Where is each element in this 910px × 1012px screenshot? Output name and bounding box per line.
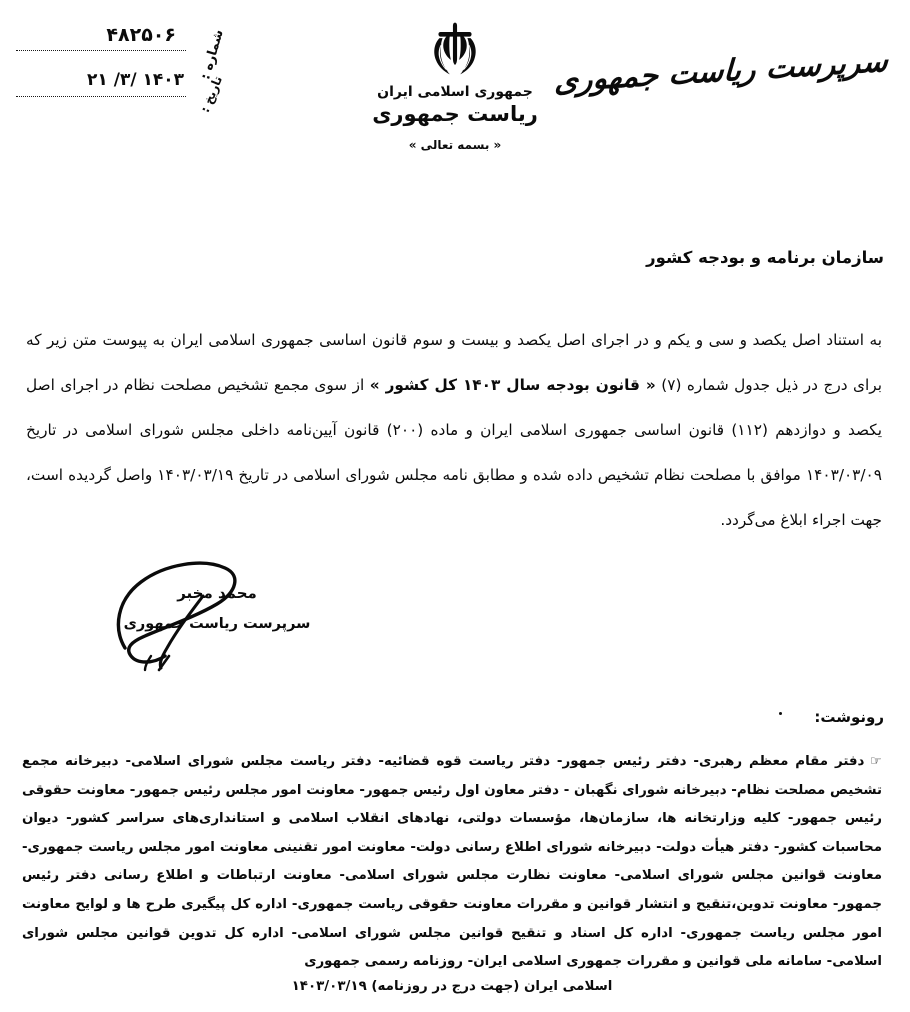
basmala-invocation: « بسمه تعالی » xyxy=(408,138,502,152)
organization-country-name: جمهوری اسلامی ایران xyxy=(377,84,533,100)
budget-law-reference: « قانون بودجه سال ۱۴۰۳ کل کشور » xyxy=(369,376,656,394)
signature-block xyxy=(0,556,910,676)
signatory-name: محمد مخبر xyxy=(177,584,257,602)
iran-national-emblem-icon xyxy=(424,20,486,78)
signatory-role: سرپرست ریاست جمهوری xyxy=(123,616,311,632)
document-header xyxy=(0,20,910,152)
letter-addressee: سازمان برنامه و بودجه کشور xyxy=(646,248,884,267)
distribution-last-line: اسلامی ایران (جهت درج در روزنامه) ۱۴۰۳/۰۳/۱۹ xyxy=(291,979,613,994)
letter-body xyxy=(26,318,882,543)
letter-number-value: ۴۸۲۵۰۶ xyxy=(106,24,176,46)
organization-presidency-name: ریاست جمهوری xyxy=(372,102,538,126)
signature-names xyxy=(122,584,312,632)
distribution-list xyxy=(22,748,882,977)
letter-body-part1: به استناد اصل یکصد و سی و یکم و در اجرای اصل یکصد و بیست و سوم قانون اساسی جمهوری اسلامی ایران به پیوست متن زیر که برای درج در ذیل جدول شماره (۷) xyxy=(26,331,882,394)
letter-number-label: شماره : xyxy=(197,28,227,82)
letter-date-label: تاریخ : xyxy=(197,74,225,115)
distribution-heading: رونوشت: xyxy=(814,708,884,726)
letter-body-part2: از سوی مجمع تشخیص مصلحت نظام در اجرای اصل یکصد و دوازدهم (۱۱۲) قانون اساسی جمهوری اسلامی ایران و ماده (۲۰۰) قانون آیین‌نامه داخلی مجلس شورای اسلامی در تاریخ ۱۴۰۳/۰۳/۰۹ موافق با مصلحت نظام تشخیص داده شده و مطابق نامه مجلس شورای اسلامی در تاریخ ۱۴۰۳/۰۳/۱۹ واصل گردیده است، جهت اجراء ابلاغ می‌گردد. xyxy=(26,376,883,529)
letter-date-value: ۱۴۰۳ /۳/ ۲۱ xyxy=(87,70,184,90)
distribution-list-text: دفتر مقام معظم رهبری- دفتر رئیس جمهور- دفتر ریاست قوه قضائیه- دفتر ریاست مجلس شورای اسلامی- دبیرخانه مجمع تشخیص مصلحت نظام- دبیرخانه شورای نگهبان - دفتر معاون اول رئیس جمهور- معاونت امور مجلس رئیس جمهور- معاونت حقوقی رئیس جمهور- کلیه وزارتخانه ها، سازمان‌ها، مؤسسات دولتی، نهادهای انقلاب اسلامی و استانداری‌های سراسر کشور- دیوان محاسبات کشور- دفتر هیأت دولت- دبیرخانه شورای اطلاع رسانی دولت- معاونت امور تقنینی معاونت امور مجلس ریاست جمهوری- معاونت قوانین مجلس شورای اسلامی- معاونت نظارت مجلس شورای اسلامی- معاونت ارتباطات و اطلاع رسانی دفتر رئیس جمهور- معاونت تدوین،تنقیح و انتشار قوانین و مقررات معاونت حقوقی ریاست جمهوری- اداره کل پیگیری طرح ها و لوایح معاونت امور مجلس ریاست جمهوری- اداره کل اسناد و تنقیح قوانین مجلس شورای اسلامی- اداره کل تدوین قوانین مجلس شورای اسلامی- سامانه ملی قوانین و مقررات جمهوری اسلامی ایران- روزنامه رسمی جمهوری xyxy=(22,754,882,970)
acting-president-title: سرپرست ریاست جمهوری xyxy=(553,44,889,100)
pointing-hand-icon: ☜ xyxy=(870,754,882,769)
distribution-heading-dot xyxy=(779,712,782,715)
